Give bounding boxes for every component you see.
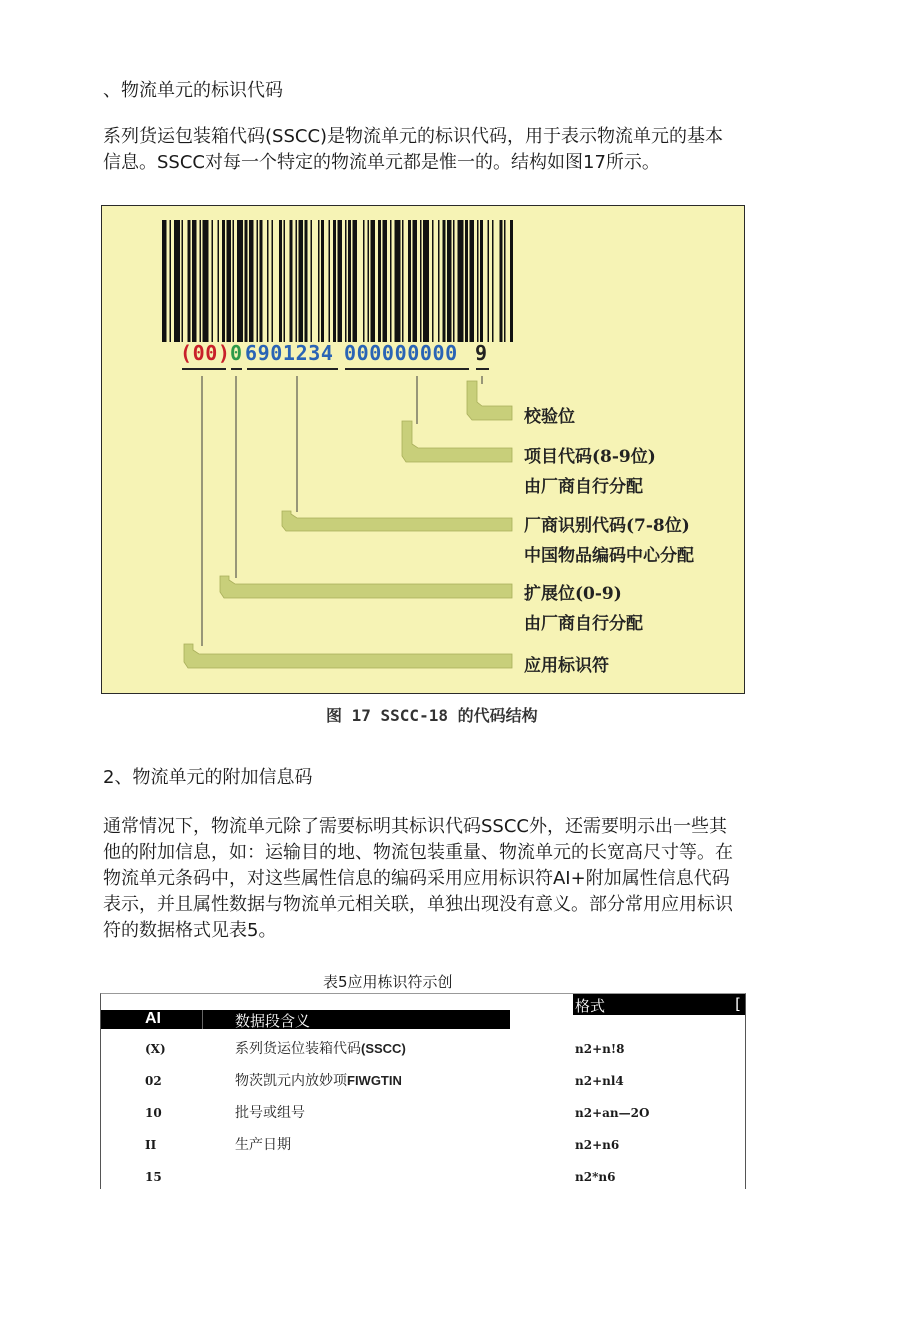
bracket-company (282, 511, 512, 531)
barcode-bar (402, 220, 404, 342)
barcode-bar (383, 220, 388, 342)
barcode-bar (488, 220, 490, 342)
digits-item: 000000000 (344, 341, 458, 365)
row-meaning: 批号或组号 (235, 1105, 305, 1121)
section1-line-2: 信息。SSCC对每一个特定的物流单元都是惟一的。结构如图17所示。 (103, 152, 660, 173)
barcode-bar (245, 220, 248, 342)
barcode-bar (257, 220, 259, 342)
label-company-code-note: 中国物品编码中心分配 (524, 546, 694, 566)
section2-heading: 2、物流单元的附加信息码 (103, 767, 313, 788)
barcode-bar (329, 220, 331, 342)
row-meaning: 物茨凯元内放妙项FIWGTIN (235, 1073, 402, 1089)
barcode-bar (170, 220, 172, 342)
ai-table (100, 993, 746, 1189)
barcode-bar (222, 220, 225, 342)
barcode-bar (432, 220, 434, 342)
barcode-bar (371, 220, 376, 342)
barcode-bar (182, 220, 184, 342)
barcode-bar (290, 220, 293, 342)
barcode-bar (470, 220, 475, 342)
barcode-bar (267, 220, 269, 342)
barcode-bar (395, 220, 401, 342)
barcode-bar (162, 220, 167, 342)
section2-line: 通常情况下，物流单元除了需要标明其标识代码SSCC外，还需要明示出一些其 (103, 816, 727, 837)
barcode-bar (510, 220, 513, 342)
row-format: n2+n!8 (575, 1042, 625, 1056)
barcode-bar (212, 220, 214, 342)
row-ai: 15 (145, 1170, 162, 1184)
barcode-bar (423, 220, 429, 342)
barcode-digits (180, 341, 488, 365)
barcode-bar (477, 220, 479, 342)
barcode-bar (233, 220, 235, 342)
barcode-bar (272, 220, 274, 342)
table-caption: 表5应用栋识符示创 (323, 973, 453, 991)
section2-line: 他的附加信息，如：运输目的地、物流包装重量、物流单元的长宽高尺寸等。在 (103, 842, 733, 863)
barcode-bar (413, 220, 418, 342)
barcode-bar (318, 220, 320, 342)
bracket-check (467, 381, 512, 420)
section1-paragraph (103, 124, 723, 176)
barcode-bar (492, 220, 494, 342)
row-ai: II (145, 1138, 157, 1152)
label-check-digit: 校验位 (524, 407, 575, 427)
barcode-bar (443, 220, 446, 342)
label-ai: 应用标识符 (524, 656, 609, 676)
label-item-code: 项目代码(8-9位) (524, 447, 656, 467)
barcode-bar (218, 220, 220, 342)
barcode-bar (188, 220, 191, 342)
barcode-bar (408, 220, 411, 342)
barcode-bar (192, 220, 197, 342)
digits-company: 6901234 (245, 341, 334, 365)
section2-line: 物流单元条码中，对这些属性信息的编码采用应用标识符AI+附加属性信息代码 (103, 868, 730, 889)
barcode-bar (333, 220, 336, 342)
barcode-bar (458, 220, 464, 342)
label-extension-note: 由厂商自行分配 (524, 614, 643, 634)
barcode-bar (368, 220, 370, 342)
barcode-bar (420, 220, 422, 342)
barcode-bar (480, 220, 483, 342)
row-format: n2+n6 (575, 1138, 620, 1152)
barcode-bar (363, 220, 365, 342)
barcode-bar (348, 220, 351, 342)
table-header-bar (101, 1010, 510, 1029)
barcode-bar (284, 220, 286, 342)
bracket-ai (184, 644, 512, 668)
barcode-bar (453, 220, 455, 342)
barcode-bar (438, 220, 440, 342)
row-format: n2+nl4 (575, 1074, 624, 1088)
label-company-code: 厂商识别代码(7-8位) (524, 516, 690, 536)
sscc-figure (101, 205, 745, 694)
bracket-shapes (184, 381, 512, 668)
label-extension: 扩展位(0-9) (524, 584, 622, 604)
barcode-bar (227, 220, 232, 342)
barcode-bar (237, 220, 243, 342)
label-item-code-note: 由厂商自行分配 (524, 477, 643, 497)
barcode-bar (504, 220, 506, 342)
barcode-bar (200, 220, 202, 342)
barcode-bar (311, 220, 313, 342)
barcode-bar (378, 220, 381, 342)
section2-line: 表示，并且属性数据与物流单元相关联，单独出现没有意义。部分常用应用标识 (103, 894, 733, 915)
row-ai: (X) (145, 1042, 166, 1056)
barcode-bar (465, 220, 468, 342)
leader-lines (202, 376, 482, 646)
row-format: n2+an—2O (575, 1106, 650, 1120)
barcode-bar (249, 220, 254, 342)
digits-ai: (00) (180, 341, 231, 365)
barcode-bar (260, 220, 263, 342)
barcode-bar (447, 220, 452, 342)
section2-paragraph (103, 814, 733, 944)
barcode-bar (296, 220, 298, 342)
digits-extension: 0 (230, 341, 243, 365)
row-meaning: 生产日期 (235, 1137, 291, 1153)
table-header-format-bar (573, 994, 745, 1015)
barcode-bar (203, 220, 209, 342)
section1-line-1: 系列货运包装箱代码(SSCC)是物流单元的标识代码，用于表示物流单元的基本 (103, 126, 724, 147)
barcode-bar (345, 220, 347, 342)
digits-check: 9 (475, 341, 488, 365)
row-meaning: 系列货运位装箱代码(SSCC) (235, 1041, 406, 1057)
header-divider (202, 1010, 203, 1029)
barcode-bar (500, 220, 503, 342)
barcode-bar (321, 220, 324, 342)
barcode-bar (174, 220, 180, 342)
barcode-bar (299, 220, 304, 342)
row-ai: 10 (145, 1106, 162, 1120)
header-meaning: 数据段含义 (235, 1012, 311, 1030)
barcode-bar (390, 220, 392, 342)
barcode-bars (162, 220, 513, 342)
barcode-bar (338, 220, 343, 342)
bracket-item (402, 421, 512, 462)
barcode-bar (305, 220, 308, 342)
figure-caption: 图 17 SSCC-18 的代码结构 (326, 706, 538, 725)
header-format: 格式 (575, 997, 606, 1015)
section2-line: 符的数据格式见表5。 (103, 920, 277, 941)
barcode-bar (353, 220, 358, 342)
header-format-bracket: [ (735, 995, 741, 1013)
header-ai: AI (145, 1010, 161, 1027)
row-format: n2*n6 (575, 1170, 616, 1184)
barcode-bar (279, 220, 282, 342)
section1-heading: 、物流单元的标识代码 (103, 80, 283, 101)
row-ai: 02 (145, 1074, 162, 1088)
bracket-extension (220, 576, 512, 598)
